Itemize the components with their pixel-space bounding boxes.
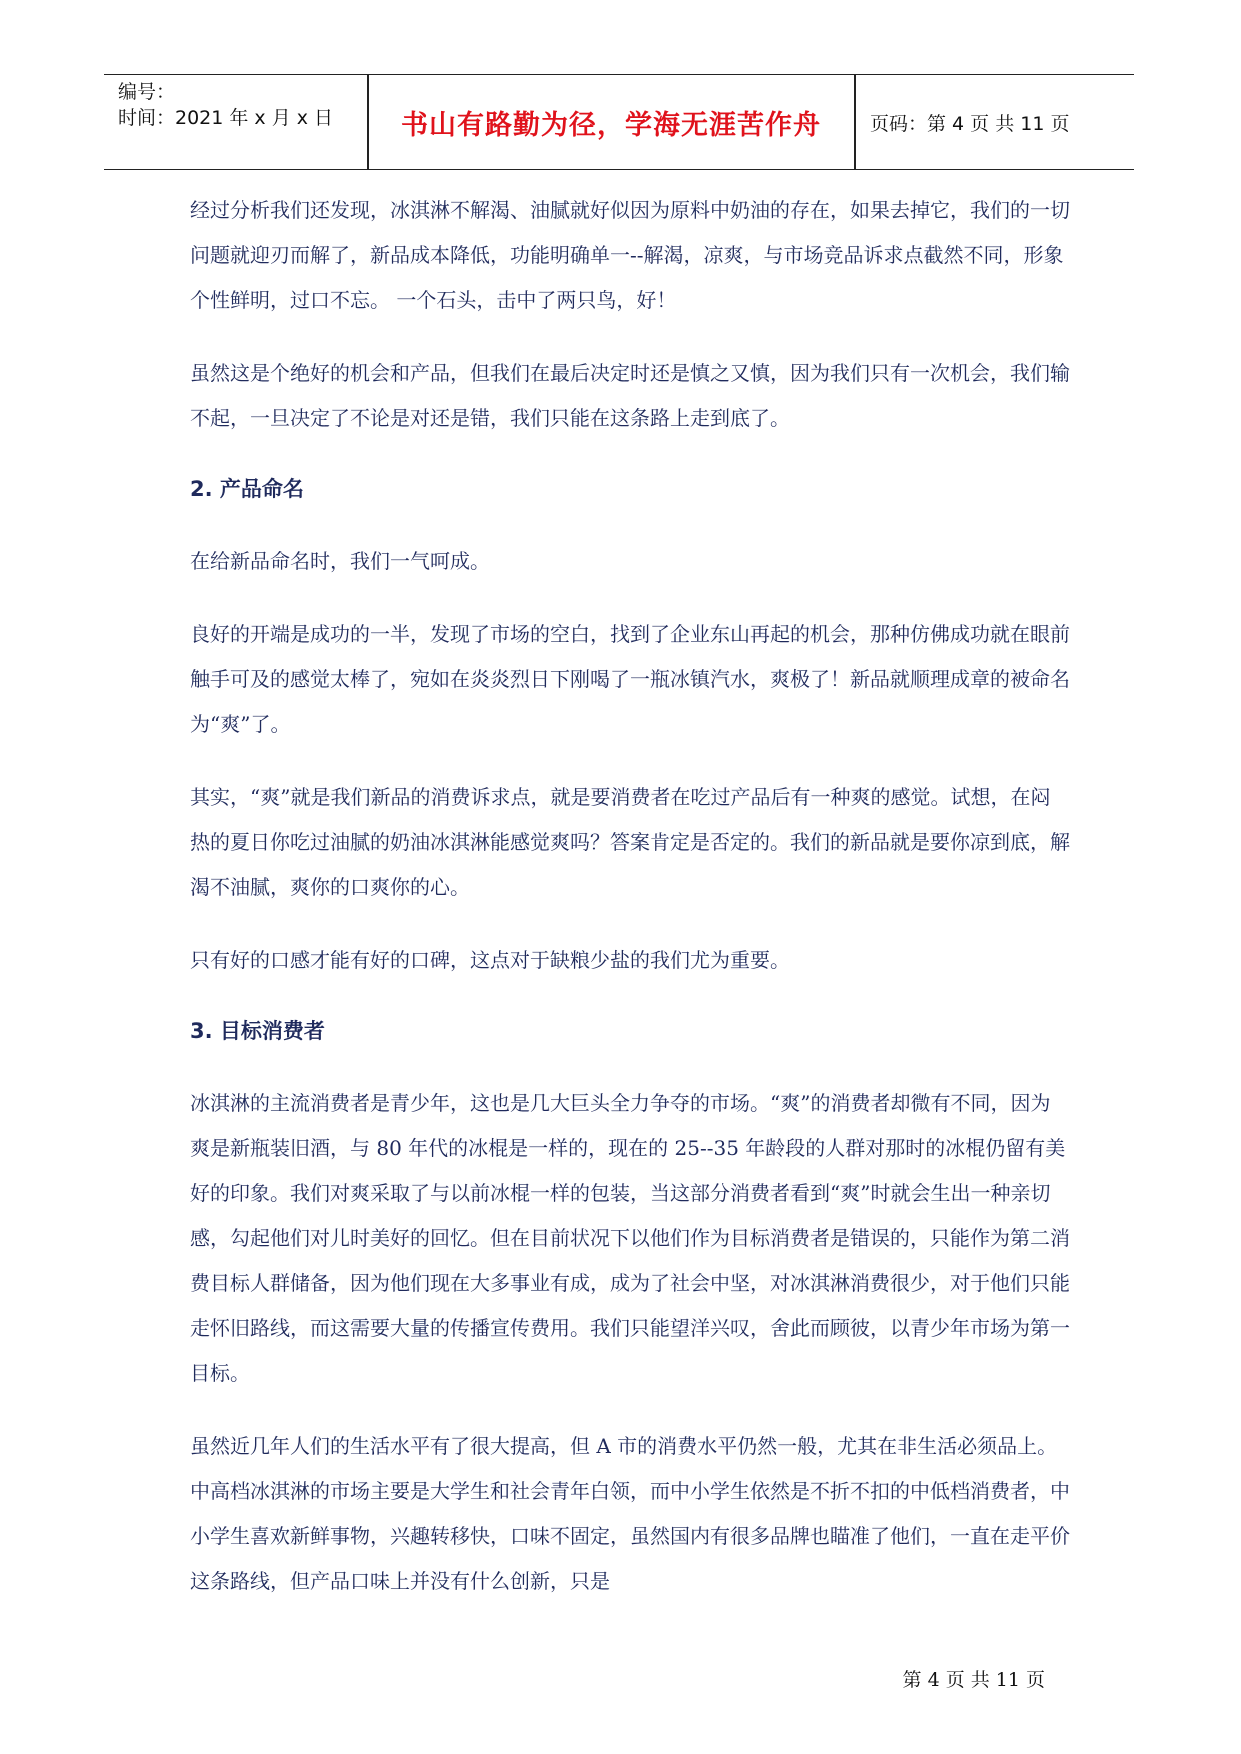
paragraph: 虽然近几年人们的生活水平有了很大提高，但 A 市的消费水平仍然一般，尤其在非生活必须品上。中高档冰淇淋的市场主要是大学生和社会青年白领，而中小学生依然是不折不扣的中低档消费者，中小学生喜欢新鲜事物，兴趣转移快，口味不固定，虽然国内有很多品牌也瞄准了他们，一直在走平价这条路线，但产品口味上并没有什么创新，只是	[190, 1434, 1070, 1593]
header-divider-right	[854, 75, 856, 169]
document-time-label: 时间：2021 年 x 月 x 日	[118, 107, 334, 129]
paragraph: 其实，“爽”就是我们新品的消费诉求点，就是要消费者在吃过产品后有一种爽的感觉。试想，在闷热的夏日你吃过油腻的奶油冰淇淋能感觉爽吗？答案肯定是否定的。我们的新品就是要你凉到底，解渴不油腻，爽你的口爽你的心。	[190, 785, 1070, 899]
section-heading-product-naming: 2. 产品命名	[190, 477, 304, 501]
paragraph: 经过分析我们还发现，冰淇淋不解渴、油腻就好似因为原料中奶油的存在，如果去掉它，我们的一切问题就迎刃而解了，新品成本降低，功能明确单一--解渴，凉爽，与市场竞品诉求点截然不同，形象个性鲜明，过口不忘。 一个石头，击中了两只鸟，好！	[190, 198, 1070, 312]
paragraph: 冰淇淋的主流消费者是青少年，这也是几大巨头全力争夺的市场。“爽”的消费者却微有不同，因为爽是新瓶装旧酒，与 80 年代的冰棍是一样的，现在的 25--35 年龄段的人群对那时的冰棍仍留有美好的印象。我们对爽采取了与以前冰棍一样的包装，当这部分消费者看到“爽”时就会生出一种亲切感，勾起他们对儿时美好的回忆。但在目前状况下以他们作为目标消费者是错误的，只能作为第二消费目标人群储备，因为他们现在大多事业有成，成为了社会中坚，对冰淇淋消费很少，对于他们只能走怀旧路线，而这需要大量的传播宣传费用。我们只能望洋兴叹，舍此而顾彼，以青少年市场为第一目标。	[190, 1091, 1070, 1385]
paragraph: 只有好的口感才能有好的口碑，这点对于缺粮少盐的我们尤为重要。	[190, 948, 790, 972]
header-meta	[118, 75, 358, 169]
header-page-info: 页码：第 4 页 共 11 页	[870, 112, 1070, 135]
document-body	[190, 188, 1070, 1632]
paragraph: 在给新品命名时，我们一气呵成。	[190, 549, 490, 573]
page-footer: 第 4 页 共 11 页	[902, 1669, 1045, 1691]
paragraph: 良好的开端是成功的一半，发现了市场的空白，找到了企业东山再起的机会，那种仿佛成功就在眼前触手可及的感觉太棒了，宛如在炎炎烈日下刚喝了一瓶冰镇汽水，爽极了！新品就顺理成章的被命名为“爽”了。	[190, 622, 1070, 736]
document-number-label: 编号：	[118, 81, 176, 103]
page-header	[104, 74, 1134, 170]
paragraph: 虽然这是个绝好的机会和产品，但我们在最后决定时还是慎之又慎，因为我们只有一次机会，我们输不起，一旦决定了不论是对还是错，我们只能在这条路上走到底了。	[190, 361, 1070, 430]
section-heading-target-consumers: 3. 目标消费者	[190, 1019, 325, 1043]
header-motto: 书山有路勤为径，学海无涯苦作舟	[401, 109, 821, 141]
